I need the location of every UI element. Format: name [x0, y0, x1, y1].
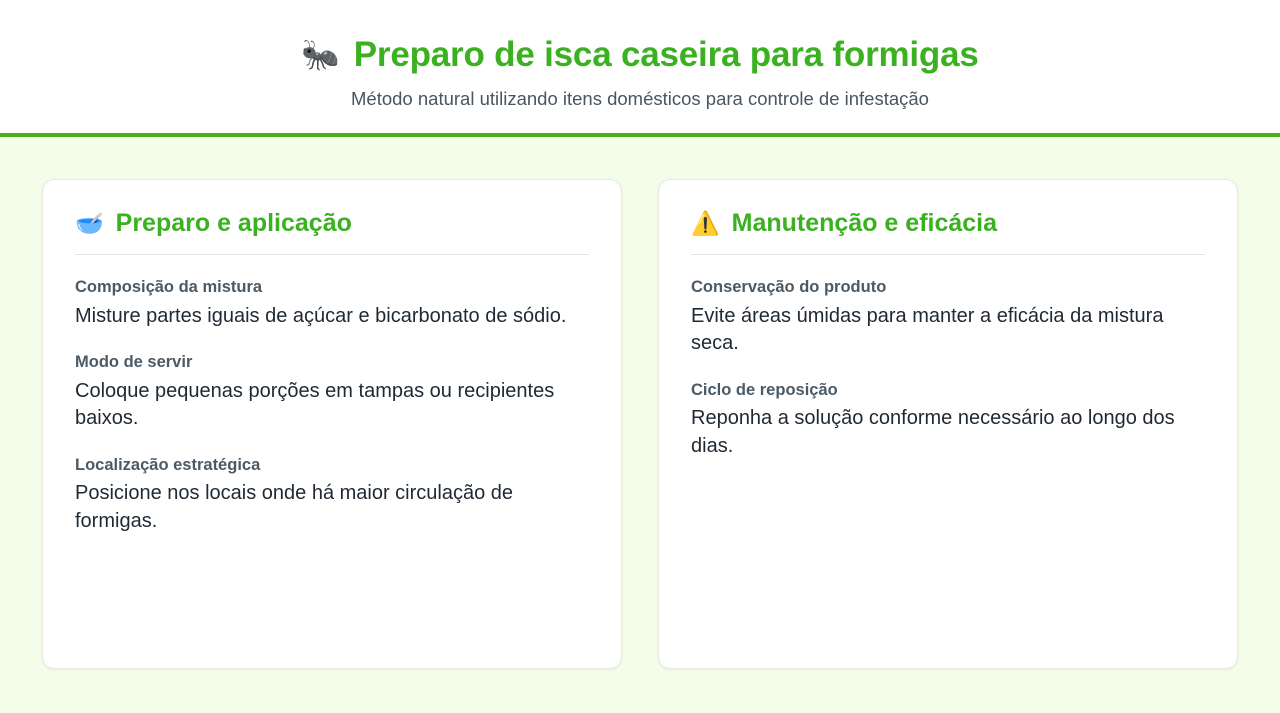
section-item	[75, 352, 589, 432]
section-item	[691, 380, 1205, 460]
page-title	[40, 34, 1240, 75]
section-label: Ciclo de reposição	[691, 380, 838, 399]
card-divider	[75, 254, 589, 255]
section-text: Posicione nos locais onde há maior circulação de formigas.	[75, 482, 514, 532]
card-title-text: Preparo e aplicação	[115, 209, 352, 238]
card-title	[75, 208, 589, 238]
cards-container	[0, 137, 1280, 713]
card-title-text: Manutenção e eficácia	[731, 209, 998, 238]
section-item	[691, 277, 1205, 357]
section-item	[75, 277, 589, 330]
section-item	[75, 455, 589, 535]
section-label: Conservação do produto	[691, 278, 887, 297]
page-subtitle: Método natural utilizando itens domésticos para controle de infestação	[351, 88, 929, 110]
section-text: Misture partes iguais de açúcar e bicarbonato de sódio.	[75, 304, 567, 327]
section-label: Composição da mistura	[75, 278, 263, 297]
section-label: Localização estratégica	[75, 455, 261, 474]
section-text: Reponha a solução conforme necessário ao longo dos dias.	[691, 407, 1175, 457]
card-divider	[691, 254, 1205, 255]
section-text: Evite áreas úmidas para manter a eficácia da mistura seca.	[691, 304, 1164, 355]
card-title	[691, 208, 1205, 238]
warning-icon: ⚠️	[691, 209, 720, 236]
card-preparo-e-aplicacao	[42, 179, 622, 669]
section-label: Modo de servir	[75, 353, 193, 372]
page-title-text: Preparo de isca caseira para formigas	[353, 35, 979, 74]
ant-icon: 🐜	[301, 37, 340, 73]
section-text: Coloque pequenas porções em tampas ou recipientes baixos.	[75, 379, 555, 430]
mortar-and-pestle-icon: 🥣	[75, 209, 104, 236]
page-header	[0, 0, 1280, 137]
card-manutencao-e-eficacia	[658, 179, 1238, 669]
